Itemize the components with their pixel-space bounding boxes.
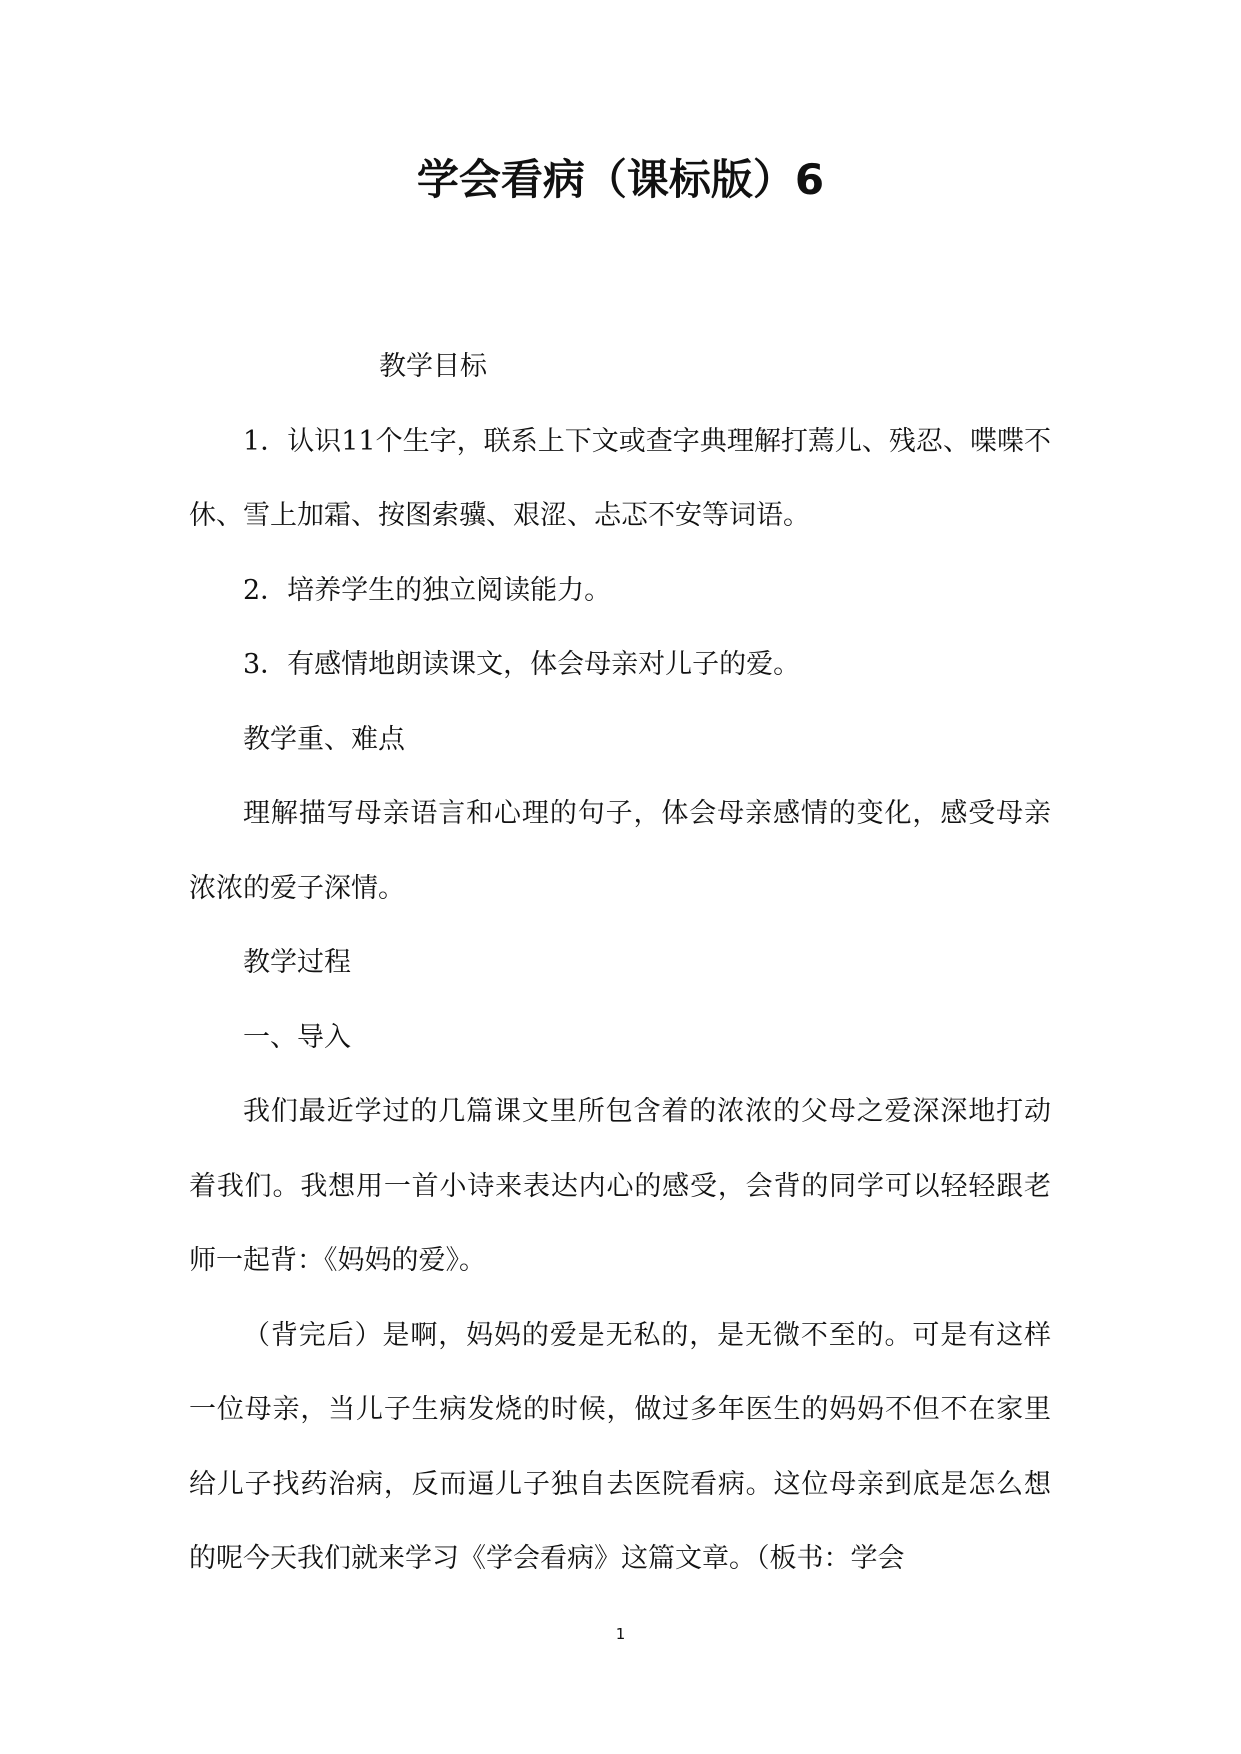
- document-title: 学会看病（课标版）6: [416, 155, 825, 204]
- paragraph-introduction-1: 我们最近学过的几篇课文里所包含着的浓浓的父母之爱深深地打动着我们。我想用一首小诗来表达内心的感受，会背的同学可以轻轻跟老师一起背：《妈妈的爱》。: [189, 1096, 1051, 1276]
- section-heading-introduction: 一、导入: [243, 1021, 351, 1053]
- paragraph-introduction-2: （背完后）是啊，妈妈的爱是无私的，是无微不至的。可是有这样一位母亲，当儿子生病发烧的时候，做过多年医生的妈妈不但不在家里给儿子找药治病，反而逼儿子独自去医院看病。这位母亲到底是怎么想的呢今天我们就来学习《学会看病》这篇文章。（板书：学会: [189, 1319, 1051, 1574]
- paragraph-goal-3: 3．有感情地朗读课文，体会母亲对儿子的爱。: [243, 649, 801, 680]
- section-heading-teaching-goals: 教学目标: [379, 351, 487, 382]
- paragraph-key-points: 理解描写母亲语言和心理的句子，体会母亲感情的变化，感受母亲浓浓的爱子深情。: [189, 798, 1051, 904]
- paragraph-goal-2: 2．培养学生的独立阅读能力。: [243, 574, 612, 606]
- paragraph-goal-1: 1．认识11个生字，联系上下文或查字典理解打蔫儿、残忍、喋喋不休、雪上加霜、按图索骥、艰涩、忐忑不安等词语。: [189, 425, 1051, 531]
- page-number: 1: [615, 1625, 626, 1643]
- section-heading-teaching-process: 教学过程: [243, 947, 351, 978]
- document-body: [189, 330, 1051, 1597]
- section-heading-key-points: 教学重、难点: [243, 723, 405, 755]
